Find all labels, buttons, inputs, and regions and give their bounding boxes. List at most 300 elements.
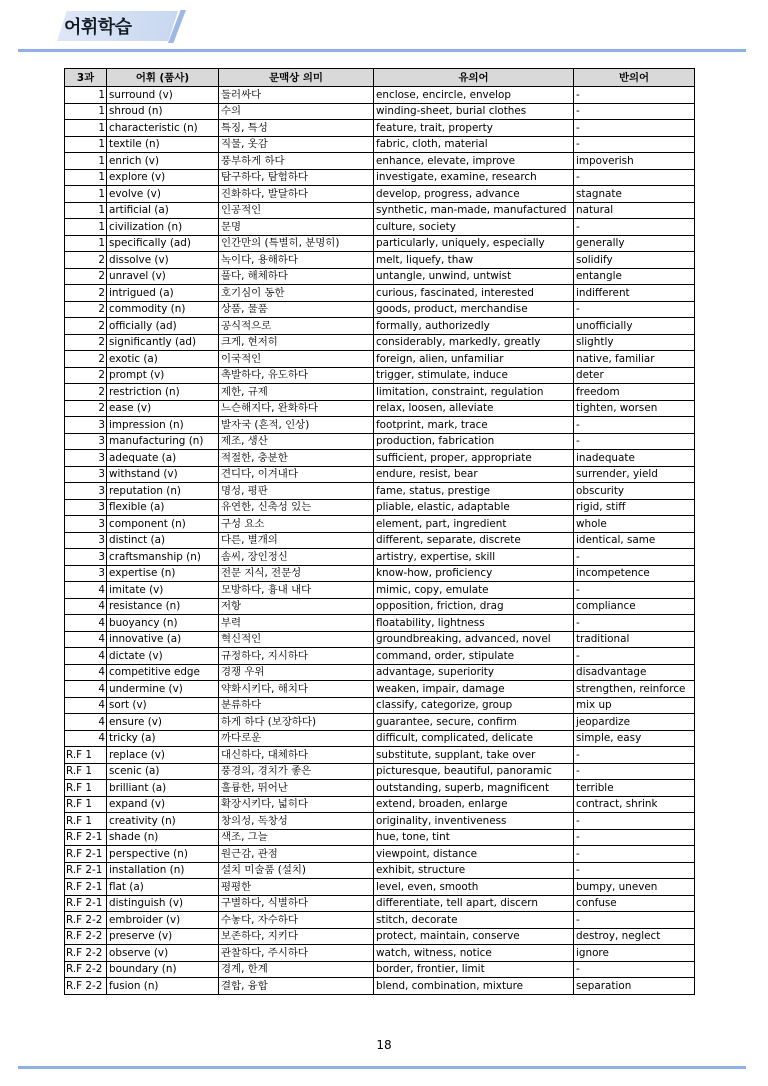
antonyms-cell: - <box>574 829 695 846</box>
meaning-cell: 대신하다, 대체하다 <box>219 747 374 764</box>
synonyms-cell: footprint, mark, trace <box>374 417 574 434</box>
table-row <box>65 813 695 830</box>
table-row <box>65 367 695 384</box>
antonyms-cell: slightly <box>574 334 695 351</box>
synonyms-cell: goods, product, merchandise <box>374 301 574 318</box>
word-cell: withstand (v) <box>107 466 219 483</box>
table-row <box>65 318 695 335</box>
lesson-cell: 3 <box>65 499 107 516</box>
meaning-cell: 적절한, 충분한 <box>219 450 374 467</box>
meaning-cell: 문명 <box>219 219 374 236</box>
word-cell: manufacturing (n) <box>107 433 219 450</box>
lesson-cell: 2 <box>65 268 107 285</box>
table-row <box>65 582 695 599</box>
meaning-cell: 수놓다, 자수하다 <box>219 912 374 929</box>
column-header-synonyms: 유의어 <box>374 69 574 87</box>
synonyms-cell: production, fabrication <box>374 433 574 450</box>
synonyms-cell: foreign, alien, unfamiliar <box>374 351 574 368</box>
meaning-cell: 수의 <box>219 103 374 120</box>
synonyms-cell: element, part, ingredient <box>374 516 574 533</box>
lesson-cell: 1 <box>65 219 107 236</box>
meaning-cell: 녹이다, 용해하다 <box>219 252 374 269</box>
table-row <box>65 928 695 945</box>
word-cell: fusion (n) <box>107 978 219 995</box>
lesson-cell: 3 <box>65 549 107 566</box>
word-cell: craftsmanship (n) <box>107 549 219 566</box>
table-row <box>65 549 695 566</box>
lesson-cell: 2 <box>65 334 107 351</box>
table-row <box>65 400 695 417</box>
lesson-cell: 1 <box>65 136 107 153</box>
synonyms-cell: untangle, unwind, untwist <box>374 268 574 285</box>
table-row <box>65 846 695 863</box>
antonyms-cell: traditional <box>574 631 695 648</box>
synonyms-cell: fabric, cloth, material <box>374 136 574 153</box>
lesson-cell: 4 <box>65 730 107 747</box>
lesson-cell: 3 <box>65 516 107 533</box>
lesson-cell: R.F 1 <box>65 813 107 830</box>
antonyms-cell: - <box>574 301 695 318</box>
word-cell: restriction (n) <box>107 384 219 401</box>
meaning-cell: 혁신적인 <box>219 631 374 648</box>
word-cell: embroider (v) <box>107 912 219 929</box>
meaning-cell: 호기심이 동한 <box>219 285 374 302</box>
antonyms-cell: compliance <box>574 598 695 615</box>
antonyms-cell: natural <box>574 202 695 219</box>
word-cell: tricky (a) <box>107 730 219 747</box>
table-row <box>65 483 695 500</box>
lesson-cell: 2 <box>65 351 107 368</box>
lesson-cell: 4 <box>65 598 107 615</box>
table-row <box>65 417 695 434</box>
table-row <box>65 598 695 615</box>
meaning-cell: 공식적으로 <box>219 318 374 335</box>
meaning-cell: 명성, 평판 <box>219 483 374 500</box>
meaning-cell: 인공적인 <box>219 202 374 219</box>
synonyms-cell: mimic, copy, emulate <box>374 582 574 599</box>
meaning-cell: 촉발하다, 유도하다 <box>219 367 374 384</box>
word-cell: impression (n) <box>107 417 219 434</box>
synonyms-cell: level, even, smooth <box>374 879 574 896</box>
meaning-cell: 구별하다, 식별하다 <box>219 895 374 912</box>
word-cell: flat (a) <box>107 879 219 896</box>
synonyms-cell: culture, society <box>374 219 574 236</box>
antonyms-cell: - <box>574 103 695 120</box>
word-cell: dissolve (v) <box>107 252 219 269</box>
antonyms-cell: ignore <box>574 945 695 962</box>
lesson-cell: R.F 2-2 <box>65 945 107 962</box>
table-row <box>65 862 695 879</box>
synonyms-cell: guarantee, secure, confirm <box>374 714 574 731</box>
meaning-cell: 경쟁 우위 <box>219 664 374 681</box>
lesson-cell: 1 <box>65 169 107 186</box>
synonyms-cell: curious, fascinated, interested <box>374 285 574 302</box>
word-cell: sort (v) <box>107 697 219 714</box>
synonyms-cell: know-how, proficiency <box>374 565 574 582</box>
table-row <box>65 153 695 170</box>
table-row <box>65 730 695 747</box>
synonyms-cell: protect, maintain, conserve <box>374 928 574 945</box>
synonyms-cell: enclose, encircle, envelop <box>374 87 574 104</box>
table-row <box>65 796 695 813</box>
lesson-cell: 4 <box>65 582 107 599</box>
lesson-cell: R.F 1 <box>65 780 107 797</box>
table-row <box>65 103 695 120</box>
lesson-cell: 4 <box>65 615 107 632</box>
meaning-cell: 크게, 현저히 <box>219 334 374 351</box>
antonyms-cell: generally <box>574 235 695 252</box>
meaning-cell: 다른, 별개의 <box>219 532 374 549</box>
synonyms-cell: relax, loosen, alleviate <box>374 400 574 417</box>
meaning-cell: 관찰하다, 주시하다 <box>219 945 374 962</box>
meaning-cell: 결합, 융합 <box>219 978 374 995</box>
meaning-cell: 인간만의 (특별히, 분명히) <box>219 235 374 252</box>
antonyms-cell: - <box>574 219 695 236</box>
antonyms-cell: disadvantage <box>574 664 695 681</box>
word-cell: ensure (v) <box>107 714 219 731</box>
word-cell: shroud (n) <box>107 103 219 120</box>
antonyms-cell: inadequate <box>574 450 695 467</box>
antonyms-cell: terrible <box>574 780 695 797</box>
antonyms-cell: - <box>574 763 695 780</box>
antonyms-cell: confuse <box>574 895 695 912</box>
synonyms-cell: considerably, markedly, greatly <box>374 334 574 351</box>
synonyms-cell: particularly, uniquely, especially <box>374 235 574 252</box>
table-row <box>65 186 695 203</box>
lesson-cell: 4 <box>65 664 107 681</box>
word-cell: enrich (v) <box>107 153 219 170</box>
lesson-cell: 4 <box>65 681 107 698</box>
section-title: 어휘학습 <box>64 17 132 38</box>
lesson-cell: 1 <box>65 153 107 170</box>
lesson-cell: 1 <box>65 186 107 203</box>
synonyms-cell: classify, categorize, group <box>374 697 574 714</box>
word-cell: boundary (n) <box>107 961 219 978</box>
lesson-cell: 3 <box>65 565 107 582</box>
meaning-cell: 솜씨, 장인정신 <box>219 549 374 566</box>
table-row <box>65 961 695 978</box>
synonyms-cell: pliable, elastic, adaptable <box>374 499 574 516</box>
lesson-cell: 3 <box>65 450 107 467</box>
lesson-cell: 2 <box>65 318 107 335</box>
antonyms-cell: incompetence <box>574 565 695 582</box>
table-row <box>65 433 695 450</box>
antonyms-cell: surrender, yield <box>574 466 695 483</box>
lesson-cell: R.F 2-1 <box>65 895 107 912</box>
table-row <box>65 334 695 351</box>
antonyms-cell: - <box>574 120 695 137</box>
lesson-cell: R.F 1 <box>65 796 107 813</box>
table-row <box>65 268 695 285</box>
header-row <box>65 69 695 87</box>
table-row <box>65 763 695 780</box>
antonyms-cell: stagnate <box>574 186 695 203</box>
header-divider <box>18 49 746 52</box>
synonyms-cell: fame, status, prestige <box>374 483 574 500</box>
meaning-cell: 약화시키다, 해치다 <box>219 681 374 698</box>
synonyms-cell: extend, broaden, enlarge <box>374 796 574 813</box>
lesson-cell: 3 <box>65 483 107 500</box>
table-row <box>65 631 695 648</box>
antonyms-cell: - <box>574 433 695 450</box>
page-header <box>0 0 768 60</box>
meaning-cell: 제한, 규제 <box>219 384 374 401</box>
vocabulary-table <box>64 68 695 995</box>
meaning-cell: 하게 하다 (보장하다) <box>219 714 374 731</box>
lesson-cell: 1 <box>65 103 107 120</box>
table-row <box>65 879 695 896</box>
lesson-cell: R.F 1 <box>65 747 107 764</box>
meaning-cell: 보존하다, 지키다 <box>219 928 374 945</box>
meaning-cell: 풍부하게 하다 <box>219 153 374 170</box>
meaning-cell: 평평한 <box>219 879 374 896</box>
column-header-meaning: 문맥상 의미 <box>219 69 374 87</box>
page-number: 18 <box>376 1038 392 1052</box>
synonyms-cell: trigger, stimulate, induce <box>374 367 574 384</box>
antonyms-cell: - <box>574 615 695 632</box>
lesson-cell: 2 <box>65 400 107 417</box>
antonyms-cell: tighten, worsen <box>574 400 695 417</box>
column-header-lesson: 3과 <box>65 69 107 87</box>
synonyms-cell: stitch, decorate <box>374 912 574 929</box>
word-cell: dictate (v) <box>107 648 219 665</box>
table-row <box>65 384 695 401</box>
word-cell: buoyancy (n) <box>107 615 219 632</box>
meaning-cell: 탐구하다, 탐험하다 <box>219 169 374 186</box>
table-row <box>65 351 695 368</box>
word-cell: artificial (a) <box>107 202 219 219</box>
table-row <box>65 978 695 995</box>
word-cell: reputation (n) <box>107 483 219 500</box>
word-cell: perspective (n) <box>107 846 219 863</box>
word-cell: component (n) <box>107 516 219 533</box>
lesson-cell: R.F 2-2 <box>65 928 107 945</box>
meaning-cell: 특징, 특성 <box>219 120 374 137</box>
meaning-cell: 이국적인 <box>219 351 374 368</box>
table-row <box>65 829 695 846</box>
lesson-cell: 1 <box>65 87 107 104</box>
word-cell: undermine (v) <box>107 681 219 698</box>
table-row <box>65 681 695 698</box>
meaning-cell: 상품, 물품 <box>219 301 374 318</box>
lesson-cell: 3 <box>65 433 107 450</box>
table-row <box>65 565 695 582</box>
synonyms-cell: picturesque, beautiful, panoramic <box>374 763 574 780</box>
meaning-cell: 발자국 (흔적, 인상) <box>219 417 374 434</box>
meaning-cell: 저항 <box>219 598 374 615</box>
antonyms-cell: native, familiar <box>574 351 695 368</box>
synonyms-cell: outstanding, superb, magnificent <box>374 780 574 797</box>
meaning-cell: 제조, 생산 <box>219 433 374 450</box>
synonyms-cell: viewpoint, distance <box>374 846 574 863</box>
antonyms-cell: solidify <box>574 252 695 269</box>
antonyms-cell: impoverish <box>574 153 695 170</box>
table-row <box>65 664 695 681</box>
word-cell: adequate (a) <box>107 450 219 467</box>
word-cell: textile (n) <box>107 136 219 153</box>
synonyms-cell: border, frontier, limit <box>374 961 574 978</box>
table-row <box>65 450 695 467</box>
antonyms-cell: - <box>574 417 695 434</box>
lesson-cell: R.F 2-1 <box>65 862 107 879</box>
lesson-cell: 2 <box>65 301 107 318</box>
word-cell: unravel (v) <box>107 268 219 285</box>
synonyms-cell: exhibit, structure <box>374 862 574 879</box>
antonyms-cell: jeopardize <box>574 714 695 731</box>
synonyms-cell: winding-sheet, burial clothes <box>374 103 574 120</box>
word-cell: creativity (n) <box>107 813 219 830</box>
vocabulary-table-header <box>65 69 695 87</box>
antonyms-cell: indifferent <box>574 285 695 302</box>
table-row <box>65 697 695 714</box>
synonyms-cell: endure, resist, bear <box>374 466 574 483</box>
word-cell: evolve (v) <box>107 186 219 203</box>
word-cell: installation (n) <box>107 862 219 879</box>
word-cell: imitate (v) <box>107 582 219 599</box>
word-cell: scenic (a) <box>107 763 219 780</box>
lesson-cell: 2 <box>65 367 107 384</box>
antonyms-cell: - <box>574 549 695 566</box>
antonyms-cell: contract, shrink <box>574 796 695 813</box>
meaning-cell: 부력 <box>219 615 374 632</box>
word-cell: expand (v) <box>107 796 219 813</box>
word-cell: exotic (a) <box>107 351 219 368</box>
meaning-cell: 견디다, 이겨내다 <box>219 466 374 483</box>
synonyms-cell: difficult, complicated, delicate <box>374 730 574 747</box>
lesson-cell: R.F 2-2 <box>65 912 107 929</box>
table-row <box>65 285 695 302</box>
antonyms-cell: - <box>574 912 695 929</box>
synonyms-cell: feature, trait, property <box>374 120 574 137</box>
lesson-cell: 4 <box>65 714 107 731</box>
synonyms-cell: investigate, examine, research <box>374 169 574 186</box>
meaning-cell: 직물, 옷감 <box>219 136 374 153</box>
antonyms-cell: obscurity <box>574 483 695 500</box>
lesson-cell: 1 <box>65 235 107 252</box>
column-header-word: 어휘 (품사) <box>107 69 219 87</box>
meaning-cell: 모방하다, 흉내 내다 <box>219 582 374 599</box>
antonyms-cell: simple, easy <box>574 730 695 747</box>
table-row <box>65 169 695 186</box>
antonyms-cell: - <box>574 87 695 104</box>
word-cell: officially (ad) <box>107 318 219 335</box>
meaning-cell: 느슨해지다, 완화하다 <box>219 400 374 417</box>
antonyms-cell: rigid, stiff <box>574 499 695 516</box>
synonyms-cell: differentiate, tell apart, discern <box>374 895 574 912</box>
synonyms-cell: enhance, elevate, improve <box>374 153 574 170</box>
word-cell: distinguish (v) <box>107 895 219 912</box>
table-row <box>65 747 695 764</box>
antonyms-cell: - <box>574 961 695 978</box>
lesson-cell: 1 <box>65 120 107 137</box>
synonyms-cell: synthetic, man-made, manufactured <box>374 202 574 219</box>
table-row <box>65 466 695 483</box>
table-row <box>65 235 695 252</box>
word-cell: replace (v) <box>107 747 219 764</box>
meaning-cell: 구성 요소 <box>219 516 374 533</box>
lesson-cell: 4 <box>65 631 107 648</box>
antonyms-cell: identical, same <box>574 532 695 549</box>
antonyms-cell: entangle <box>574 268 695 285</box>
table-row <box>65 532 695 549</box>
vocabulary-table-body <box>65 87 695 995</box>
lesson-cell: 3 <box>65 532 107 549</box>
antonyms-cell: - <box>574 862 695 879</box>
synonyms-cell: advantage, superiority <box>374 664 574 681</box>
lesson-cell: R.F 2-2 <box>65 961 107 978</box>
antonyms-cell: - <box>574 846 695 863</box>
synonyms-cell: different, separate, discrete <box>374 532 574 549</box>
meaning-cell: 규정하다, 지시하다 <box>219 648 374 665</box>
antonyms-cell: whole <box>574 516 695 533</box>
meaning-cell: 설치 미술품 (설치) <box>219 862 374 879</box>
word-cell: innovative (a) <box>107 631 219 648</box>
meaning-cell: 까다로운 <box>219 730 374 747</box>
word-cell: expertise (n) <box>107 565 219 582</box>
antonyms-cell: unofficially <box>574 318 695 335</box>
antonyms-cell: - <box>574 747 695 764</box>
synonyms-cell: weaken, impair, damage <box>374 681 574 698</box>
meaning-cell: 둘러싸다 <box>219 87 374 104</box>
synonyms-cell: originality, inventiveness <box>374 813 574 830</box>
lesson-cell: 1 <box>65 202 107 219</box>
word-cell: explore (v) <box>107 169 219 186</box>
word-cell: ease (v) <box>107 400 219 417</box>
word-cell: competitive edge <box>107 664 219 681</box>
word-cell: surround (v) <box>107 87 219 104</box>
table-row <box>65 252 695 269</box>
synonyms-cell: sufficient, proper, appropriate <box>374 450 574 467</box>
antonyms-cell: deter <box>574 367 695 384</box>
word-cell: distinct (a) <box>107 532 219 549</box>
footer-divider <box>18 1066 746 1069</box>
synonyms-cell: melt, liquefy, thaw <box>374 252 574 269</box>
lesson-cell: R.F 2-1 <box>65 829 107 846</box>
lesson-cell: 2 <box>65 384 107 401</box>
word-cell: commodity (n) <box>107 301 219 318</box>
antonyms-cell: separation <box>574 978 695 995</box>
antonyms-cell: - <box>574 169 695 186</box>
table-row <box>65 301 695 318</box>
synonyms-cell: artistry, expertise, skill <box>374 549 574 566</box>
lesson-cell: R.F 2-1 <box>65 879 107 896</box>
word-cell: preserve (v) <box>107 928 219 945</box>
table-row <box>65 780 695 797</box>
lesson-cell: 4 <box>65 697 107 714</box>
word-cell: specifically (ad) <box>107 235 219 252</box>
meaning-cell: 경계, 한계 <box>219 961 374 978</box>
lesson-cell: 2 <box>65 252 107 269</box>
lesson-cell: 3 <box>65 417 107 434</box>
column-header-antonyms: 반의어 <box>574 69 695 87</box>
antonyms-cell: freedom <box>574 384 695 401</box>
meaning-cell: 색조, 그늘 <box>219 829 374 846</box>
word-cell: significantly (ad) <box>107 334 219 351</box>
table-row <box>65 219 695 236</box>
word-cell: flexible (a) <box>107 499 219 516</box>
word-cell: brilliant (a) <box>107 780 219 797</box>
table-row <box>65 136 695 153</box>
antonyms-cell: bumpy, uneven <box>574 879 695 896</box>
antonyms-cell: - <box>574 136 695 153</box>
meaning-cell: 유연한, 신축성 있는 <box>219 499 374 516</box>
synonyms-cell: limitation, constraint, regulation <box>374 384 574 401</box>
word-cell: shade (n) <box>107 829 219 846</box>
word-cell: intrigued (a) <box>107 285 219 302</box>
word-cell: civilization (n) <box>107 219 219 236</box>
antonyms-cell: - <box>574 813 695 830</box>
lesson-cell: 3 <box>65 466 107 483</box>
